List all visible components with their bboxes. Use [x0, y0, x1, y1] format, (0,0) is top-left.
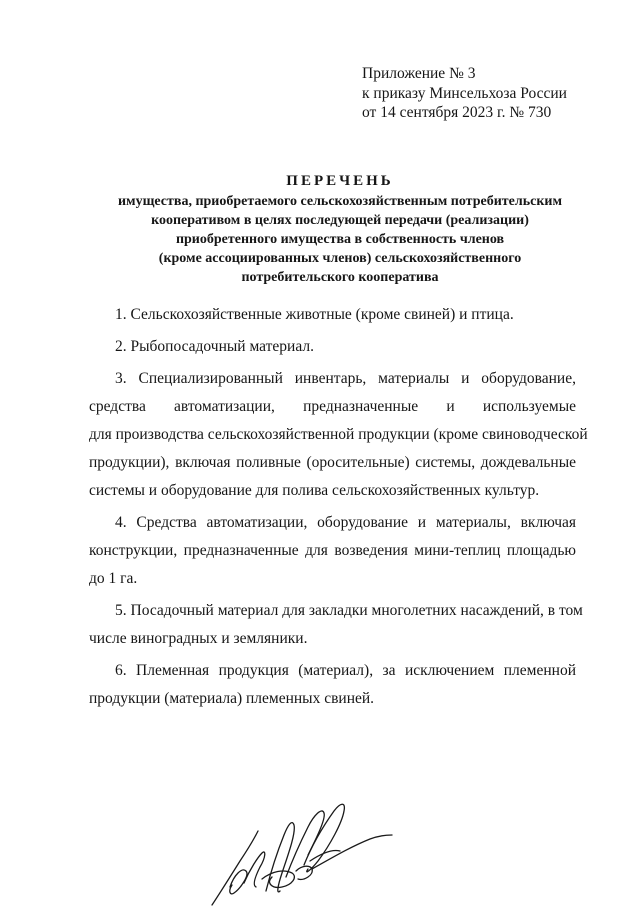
- subtitle-line: имущества, приобретаемого сельскохозяйственным потребительским: [117, 194, 563, 209]
- item-line: 4. Средства автоматизации, оборудование и материалы, включая: [115, 514, 576, 531]
- appendix-number: Приложение № 3: [362, 65, 476, 82]
- list-item: [89, 657, 576, 713]
- item-line: 6. Племенная продукция (материал), за исключением племенной: [115, 662, 576, 679]
- subtitle-line: приобретенного имущества в собственность членов: [175, 232, 505, 247]
- subtitle-line: потребительского кооператива: [241, 270, 439, 285]
- item-list: [89, 301, 588, 713]
- list-item: [89, 301, 576, 329]
- item-line: до 1 га.: [89, 570, 138, 587]
- appendix-header: [362, 64, 567, 123]
- document-subtitle: [60, 192, 620, 287]
- item-line: 1. Сельскохозяйственные животные (кроме свиней) и птица.: [115, 306, 514, 323]
- item-line: 3. Специализированный инвентарь, материалы и оборудование,: [115, 370, 576, 387]
- item-line: для производства сельскохозяйственной продукции (кроме свиноводческой: [89, 426, 588, 443]
- item-line: продукции (материала) племенных свиней.: [89, 690, 375, 707]
- item-line: средства автоматизации, предназначенные и используемые: [89, 398, 576, 415]
- appendix-order-date: от 14 сентября 2023 г. № 730: [362, 104, 552, 121]
- appendix-order-ref: к приказу Минсельхоза России: [362, 84, 567, 102]
- item-line: системы и оборудование для полива сельскохозяйственных культур.: [89, 482, 540, 499]
- document-title: ПЕРЕЧЕНЬ: [286, 173, 394, 189]
- subtitle-line: кооперативом в целях последующей передачи (реализации): [151, 213, 529, 228]
- subtitle-line: (кроме ассоциированных членов) сельскохозяйственного: [158, 251, 522, 266]
- item-line: 5. Посадочный материал для закладки многолетних насаждений, в том: [115, 602, 583, 619]
- item-line: числе виноградных и земляники.: [89, 630, 308, 647]
- item-line: конструкции, предназначенные для возведения мини-теплиц площадью: [89, 542, 576, 559]
- item-line: 2. Рыбопосадочный материал.: [115, 338, 314, 355]
- document-heading: [60, 171, 620, 287]
- list-item: [89, 365, 588, 505]
- list-item: [89, 597, 583, 653]
- list-item: [89, 509, 576, 593]
- list-item: [89, 333, 576, 361]
- item-line: продукции), включая поливные (оросительные) системы, дождевальные: [89, 454, 576, 471]
- handwritten-signature: [200, 795, 400, 921]
